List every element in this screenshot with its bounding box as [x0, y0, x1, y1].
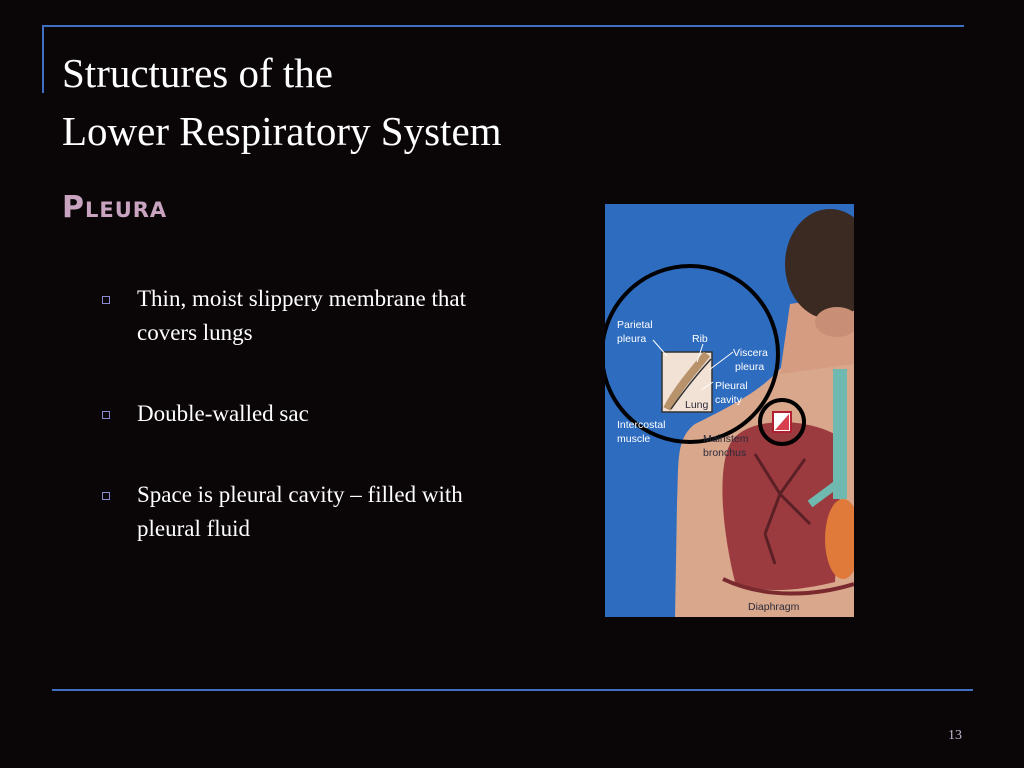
- top-rule: [42, 25, 964, 27]
- list-item: [100, 397, 510, 431]
- list-item: [100, 282, 510, 350]
- label-rib: Rib: [692, 333, 708, 345]
- label-visceral-2: pleura: [735, 361, 765, 373]
- square-bullet-icon: [102, 296, 110, 304]
- label-pleural-2: cavity: [715, 394, 742, 406]
- square-bullet-icon: [102, 411, 110, 419]
- page-number: 13: [948, 728, 962, 743]
- bullet-text: Double-walled sac: [137, 401, 309, 426]
- label-mainstem-2: bronchus: [703, 447, 747, 459]
- label-lung: Lung: [685, 399, 709, 411]
- trachea: [833, 369, 847, 499]
- label-diaphragm: Diaphragm: [748, 601, 800, 613]
- label-visceral-1: Viscera: [733, 347, 768, 359]
- left-rule: [42, 25, 44, 93]
- bottom-rule: [52, 689, 973, 691]
- label-parietal-1: Parietal: [617, 319, 653, 331]
- label-pleural-1: Pleural: [715, 380, 748, 392]
- square-bullet-icon: [102, 492, 110, 500]
- slide-subtitle: Pleura: [62, 190, 168, 225]
- pleura-illustration: [605, 204, 854, 617]
- bullet-text: Thin, moist slippery membrane that covers lungs: [137, 286, 466, 345]
- bullet-text: Space is pleural cavity – filled with pleural fluid: [137, 482, 463, 541]
- label-intercostal-2: muscle: [617, 433, 651, 445]
- slide-title: [62, 44, 762, 160]
- bullet-list: [100, 282, 510, 593]
- pleura-illustration-svg: [605, 204, 854, 617]
- title-line-1: Structures of the: [62, 50, 333, 96]
- label-intercostal-1: Intercostal: [617, 419, 666, 431]
- list-item: [100, 478, 510, 546]
- title-line-2: Lower Respiratory System: [62, 108, 502, 154]
- label-mainstem-1: Mainstem: [703, 433, 749, 445]
- label-parietal-2: pleura: [617, 333, 647, 345]
